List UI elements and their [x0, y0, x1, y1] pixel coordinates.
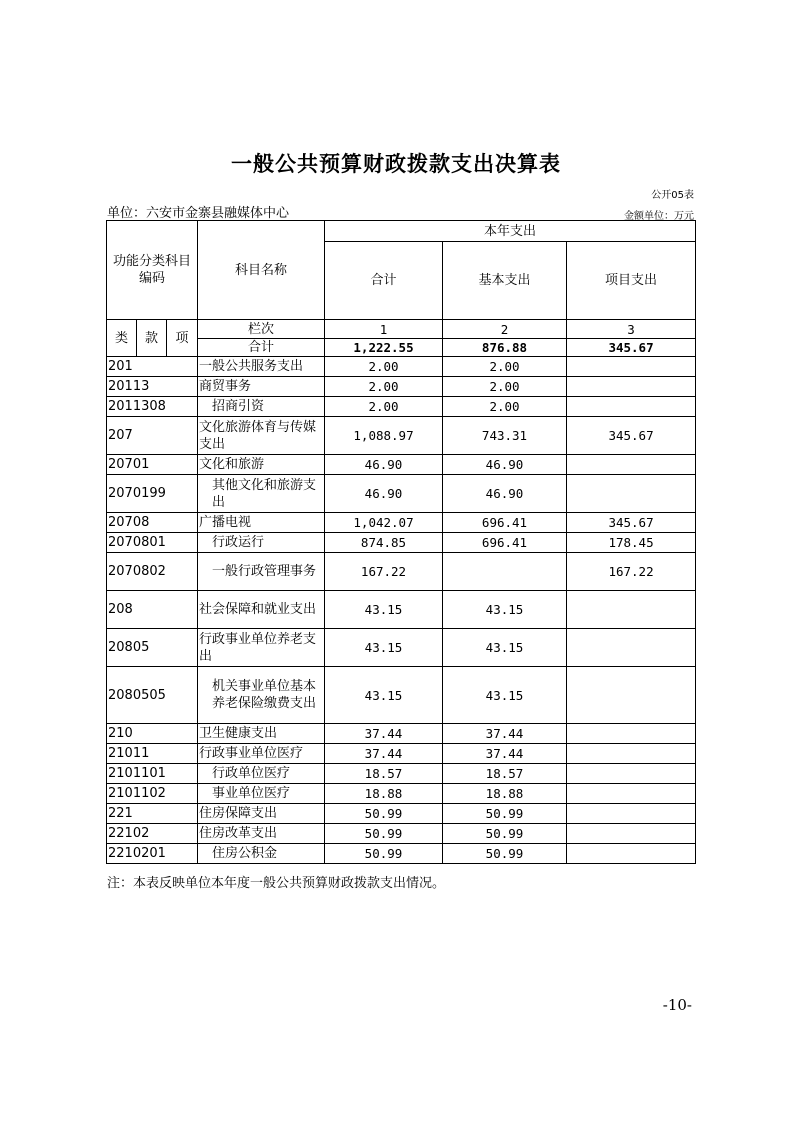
- row-name: 行政单位医疗: [198, 764, 325, 784]
- row-name: 文化旅游体育与传媒支出: [198, 417, 325, 455]
- row-basic: 37.44: [443, 744, 567, 764]
- row-code: 20701: [107, 455, 198, 475]
- header-func-code: 功能分类科目编码: [107, 221, 198, 320]
- row-project: [567, 397, 696, 417]
- table-row: [107, 513, 696, 533]
- col-index-2: 2: [443, 320, 567, 339]
- table-row: [107, 591, 696, 629]
- table-row: [107, 357, 696, 377]
- row-basic: 50.99: [443, 804, 567, 824]
- row-project: [567, 357, 696, 377]
- row-code: 2101102: [107, 784, 198, 804]
- row-project: [567, 804, 696, 824]
- table-row: [107, 377, 696, 397]
- row-total: 2.00: [325, 397, 443, 417]
- row-basic: 43.15: [443, 629, 567, 667]
- row-basic: [443, 553, 567, 591]
- row-basic: 696.41: [443, 533, 567, 553]
- header-current-year: 本年支出: [325, 221, 696, 242]
- row-total: 1,088.97: [325, 417, 443, 455]
- header-kuan: 款: [137, 320, 167, 357]
- row-total: 43.15: [325, 629, 443, 667]
- page-number: -10-: [662, 996, 692, 1014]
- row-basic: 18.88: [443, 784, 567, 804]
- row-basic: 696.41: [443, 513, 567, 533]
- page-title: 一般公共预算财政拨款支出决算表: [231, 152, 561, 176]
- row-code: 20113: [107, 377, 198, 397]
- table-row: [107, 475, 696, 513]
- table-row: [107, 744, 696, 764]
- row-code: 20708: [107, 513, 198, 533]
- row-name: 住房保障支出: [198, 804, 325, 824]
- row-basic: 43.15: [443, 591, 567, 629]
- total-row-project: 345.67: [567, 339, 696, 357]
- row-code: 22102: [107, 824, 198, 844]
- header-total: 合计: [325, 242, 443, 320]
- row-basic: 50.99: [443, 844, 567, 864]
- table-row: [107, 417, 696, 455]
- row-project: [567, 377, 696, 397]
- row-name: 广播电视: [198, 513, 325, 533]
- row-code: 2070801: [107, 533, 198, 553]
- row-name: 一般行政管理事务: [198, 553, 325, 591]
- row-project: [567, 475, 696, 513]
- form-code: 公开05表: [651, 190, 694, 201]
- row-name: 机关事业单位基本养老保险缴费支出: [198, 667, 325, 724]
- expenditure-table: [106, 220, 696, 864]
- row-code: 221: [107, 804, 198, 824]
- row-code: 208: [107, 591, 198, 629]
- row-total: 37.44: [325, 744, 443, 764]
- row-basic: 43.15: [443, 667, 567, 724]
- row-project: 178.45: [567, 533, 696, 553]
- unit-label: 单位：六安市金寨县融媒体中心: [107, 206, 290, 221]
- row-basic: 37.44: [443, 724, 567, 744]
- row-name: 招商引资: [198, 397, 325, 417]
- row-total: 167.22: [325, 553, 443, 591]
- row-project: [567, 591, 696, 629]
- row-name: 一般公共服务支出: [198, 357, 325, 377]
- row-code: 210: [107, 724, 198, 744]
- row-code: 21011: [107, 744, 198, 764]
- col-index-3: 3: [567, 320, 696, 339]
- row-project: 345.67: [567, 513, 696, 533]
- row-total: 2.00: [325, 377, 443, 397]
- table-row: [107, 397, 696, 417]
- row-basic: 46.90: [443, 475, 567, 513]
- row-name: 卫生健康支出: [198, 724, 325, 744]
- amount-unit: 金额单位：万元: [624, 211, 694, 222]
- row-total: 46.90: [325, 475, 443, 513]
- row-basic: 2.00: [443, 377, 567, 397]
- row-total: 874.85: [325, 533, 443, 553]
- row-name: 事业单位医疗: [198, 784, 325, 804]
- row-basic: 18.57: [443, 764, 567, 784]
- row-project: [567, 824, 696, 844]
- table-note: 注：本表反映单位本年度一般公共预算财政拨款支出情况。: [107, 876, 446, 891]
- table-row: [107, 804, 696, 824]
- header-xiang: 项: [167, 320, 198, 357]
- row-code: 2210201: [107, 844, 198, 864]
- row-total: 50.99: [325, 804, 443, 824]
- table-row: [107, 824, 696, 844]
- row-project: [567, 784, 696, 804]
- row-project: [567, 455, 696, 475]
- row-total: 37.44: [325, 724, 443, 744]
- row-name: 社会保障和就业支出: [198, 591, 325, 629]
- row-code: 2011308: [107, 397, 198, 417]
- table-row: [107, 784, 696, 804]
- row-project: [567, 724, 696, 744]
- row-project: 345.67: [567, 417, 696, 455]
- table-row: [107, 667, 696, 724]
- row-name: 住房公积金: [198, 844, 325, 864]
- row-code: 2080505: [107, 667, 198, 724]
- table-row: [107, 629, 696, 667]
- header-col-order: 栏次: [198, 320, 325, 339]
- row-name: 行政运行: [198, 533, 325, 553]
- row-code: 2070802: [107, 553, 198, 591]
- row-code: 2101101: [107, 764, 198, 784]
- row-code: 20805: [107, 629, 198, 667]
- row-project: [567, 744, 696, 764]
- row-name: 住房改革支出: [198, 824, 325, 844]
- row-code: 201: [107, 357, 198, 377]
- row-total: 46.90: [325, 455, 443, 475]
- row-name: 其他文化和旅游支出: [198, 475, 325, 513]
- row-project: 167.22: [567, 553, 696, 591]
- header-project: 项目支出: [567, 242, 696, 320]
- row-basic: 2.00: [443, 357, 567, 377]
- row-total: 18.88: [325, 784, 443, 804]
- header-lei: 类: [107, 320, 137, 357]
- row-total: 50.99: [325, 844, 443, 864]
- row-code: 207: [107, 417, 198, 455]
- row-name: 文化和旅游: [198, 455, 325, 475]
- col-index-1: 1: [325, 320, 443, 339]
- row-project: [567, 629, 696, 667]
- table-row: [107, 724, 696, 744]
- row-project: [567, 844, 696, 864]
- header-subject-name: 科目名称: [198, 221, 325, 320]
- row-code: 2070199: [107, 475, 198, 513]
- row-total: 43.15: [325, 667, 443, 724]
- header-basic: 基本支出: [443, 242, 567, 320]
- row-project: [567, 764, 696, 784]
- row-name: 商贸事务: [198, 377, 325, 397]
- table-row: [107, 455, 696, 475]
- total-row-basic: 876.88: [443, 339, 567, 357]
- row-total: 43.15: [325, 591, 443, 629]
- table-row: [107, 764, 696, 784]
- row-total: 18.57: [325, 764, 443, 784]
- table-row: [107, 844, 696, 864]
- row-project: [567, 667, 696, 724]
- row-total: 50.99: [325, 824, 443, 844]
- total-row-total: 1,222.55: [325, 339, 443, 357]
- table-row: [107, 533, 696, 553]
- row-name: 行政事业单位医疗: [198, 744, 325, 764]
- table-row: [107, 553, 696, 591]
- row-total: 1,042.07: [325, 513, 443, 533]
- row-basic: 50.99: [443, 824, 567, 844]
- row-name: 行政事业单位养老支出: [198, 629, 325, 667]
- row-basic: 2.00: [443, 397, 567, 417]
- total-row-label: 合计: [198, 339, 325, 357]
- row-basic: 46.90: [443, 455, 567, 475]
- row-total: 2.00: [325, 357, 443, 377]
- row-basic: 743.31: [443, 417, 567, 455]
